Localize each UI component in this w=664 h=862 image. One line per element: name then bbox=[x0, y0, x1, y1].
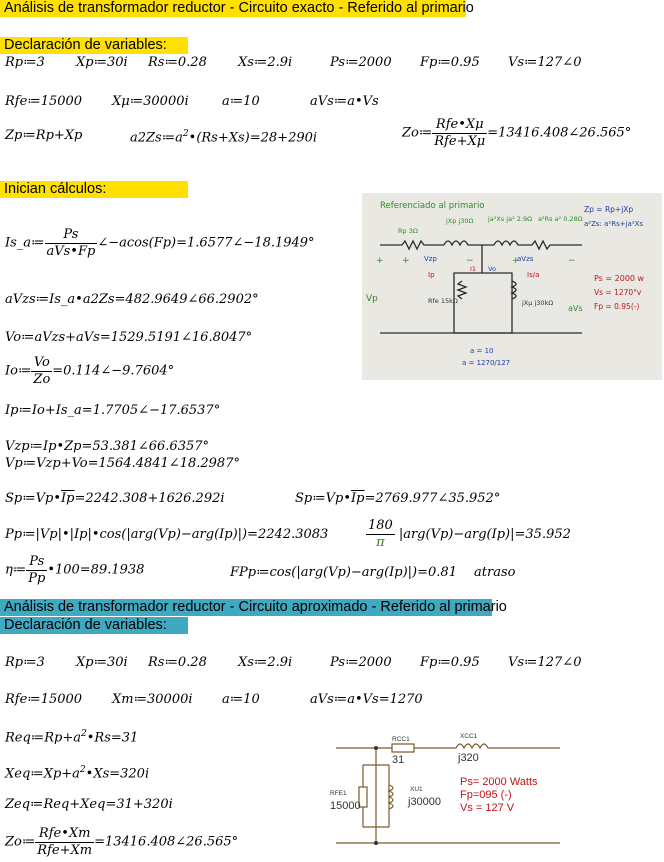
photo-vs: Vs = 1270°v bbox=[594, 288, 642, 297]
rp-def: Rp≔3 bbox=[5, 55, 45, 70]
whiteboard-circuit-photo bbox=[362, 193, 662, 380]
xm-def: Xm≔30000i bbox=[112, 692, 193, 707]
a2zs-def: $a2Zs≔a^2•(Rs+Xs)=28+290i$ bbox=[130, 129, 318, 146]
xmu-def: Xμ≔30000i bbox=[112, 94, 189, 109]
approx-circuit-schematic bbox=[328, 731, 562, 853]
rs-def: Rs≔0.28 bbox=[148, 55, 207, 70]
xs-def: Xs≔2.9i bbox=[238, 55, 293, 70]
photo-vzp: Vzp bbox=[424, 255, 437, 263]
zeq-eq: Zeq≔Req+Xeq=31+320i bbox=[5, 797, 173, 812]
photo-zp: Zp = Rp+jXp bbox=[584, 205, 634, 214]
svg-text:+: + bbox=[376, 256, 384, 266]
photo-avs: aVs bbox=[568, 304, 583, 313]
req-eq: $Req≔Rp+a^2•Rs=31$ bbox=[5, 729, 139, 746]
ip-eq: Ip≔Io+Is_a=1.7705∠−17.6537° bbox=[5, 403, 221, 418]
photo-ja2xs: ja²Xs ja² 2.9Ω bbox=[488, 215, 533, 223]
rcc-value: 31 bbox=[392, 754, 405, 766]
circuit-fp-note: Fp=095 (-) bbox=[460, 789, 512, 801]
photo-a2: a = 1270/127 bbox=[462, 359, 511, 367]
sp-rect-eq: $Sp≔Vp•\overline{Ip}=2242.308+1626.292i$ bbox=[5, 491, 225, 506]
rfe-label: RFE1 bbox=[330, 790, 347, 797]
rfe-def-2: Rfe≔15000 bbox=[5, 692, 83, 707]
vs-def: Vs≔127∠0 bbox=[508, 55, 582, 70]
photo-a2rs: a²Rs a² 0.28Ω bbox=[538, 215, 583, 223]
xcc-value: j320 bbox=[458, 752, 479, 764]
photo-jxp: jXp j30Ω bbox=[446, 217, 474, 225]
pp-eq: Pp≔|Vp|•|Ip|•cos(|arg(Vp)−arg(Ip)|)=2242.3083 bbox=[5, 527, 329, 542]
schematic-drawing bbox=[328, 731, 562, 853]
declaration-header: Declaración de variables: bbox=[0, 37, 188, 54]
exact-title: Análisis de transformador reductor - Circuito exacto - Referido al primario bbox=[0, 0, 466, 17]
calculations-header: Inician cálculos: bbox=[0, 181, 188, 198]
declaration-header-2: Declaración de variables: bbox=[0, 617, 188, 634]
rfe-def: Rfe≔15000 bbox=[5, 94, 83, 109]
photo-ip: Ip bbox=[428, 271, 435, 279]
vp-eq: Vp≔Vzp+Vo=1564.4841∠18.2987° bbox=[5, 456, 240, 471]
photo-ps: Ps = 2000 w bbox=[594, 274, 645, 283]
xcc-label: XCC1 bbox=[460, 733, 478, 740]
zp-def: Zp≔Rp+Xp bbox=[5, 128, 83, 143]
photo-avzs: aVzs bbox=[517, 255, 534, 263]
photo-title: Referenciado al primario bbox=[380, 201, 485, 211]
photo-rfe: Rfe 15kΩ bbox=[428, 297, 458, 305]
a-def-2: a≔10 bbox=[222, 692, 260, 707]
vzp-eq: Vzp≔Ip•Zp=53.381∠66.6357° bbox=[5, 439, 210, 454]
zo-eq-2: Zo≔ $\frac{\text{Rfe•Xm}}{\text{Rfe+Xm}}$ =13416.408∠26.565° bbox=[5, 826, 239, 858]
rp-def-2: Rp≔3 bbox=[5, 655, 45, 670]
circuit-vs-note: Vs = 127 V bbox=[460, 802, 515, 814]
avzs-eq: aVzs≔Is_a•a2Zs=482.9649∠66.2902° bbox=[5, 292, 259, 307]
xu-value: j30000 bbox=[408, 796, 442, 808]
photo-vp: Vp bbox=[366, 294, 378, 304]
a-def: a≔10 bbox=[222, 94, 260, 109]
avs-def-2: aVs≔a•Vs=1270 bbox=[310, 692, 423, 707]
rfe-value: 15000 bbox=[330, 800, 361, 812]
rcc-label: RCC1 bbox=[392, 736, 410, 743]
atraso-label: atraso bbox=[474, 565, 516, 580]
vs-def-2: Vs≔127∠0 bbox=[508, 655, 582, 670]
io-eq: Io≔ $\frac{Vo}{Zo}$ =0.114∠−9.7604° bbox=[5, 355, 175, 387]
angle-eq: $\frac{180}{\pi}$ |arg(Vp)−arg(Ip)|=35.952 bbox=[368, 518, 571, 550]
photo-xmu: jXμ j30kΩ bbox=[522, 299, 554, 307]
approx-title: Análisis de transformador reductor - Circuito aproximado - Referido al primario bbox=[0, 599, 492, 616]
vo-eq: Vo≔aVzs+aVs=1529.5191∠16.8047° bbox=[5, 330, 253, 345]
circuit-ps-note: Ps= 2000 Watts bbox=[460, 776, 538, 788]
xu-label: XU1 bbox=[410, 786, 423, 793]
photo-a1: a = 10 bbox=[470, 347, 494, 355]
xp-def: Xp≔30i bbox=[76, 55, 128, 70]
isa-eq: Is_a≔ $\frac{Ps}{\text{aVs•Fp}}$ ∠−acos(Fp)=1.6577∠−18.1949° bbox=[5, 227, 315, 259]
sp-polar-eq: $Sp≔Vp•\overline{Ip}=2769.977\angle 35.952^\circ$ bbox=[295, 491, 501, 506]
photo-rp: Rp 3Ω bbox=[398, 227, 418, 235]
ps-def-2: Ps≔2000 bbox=[330, 655, 392, 670]
fp-def-2: Fp≔0.95 bbox=[420, 655, 480, 670]
xp-def-2: Xp≔30i bbox=[76, 655, 128, 670]
photo-isa: Is/a bbox=[527, 271, 540, 279]
svg-text:−: − bbox=[568, 256, 576, 266]
eta-eq: η≔ $\frac{Ps}{Pp}$ •100=89.1938 bbox=[5, 554, 145, 586]
photo-fp: Fp = 0.95(-) bbox=[594, 302, 640, 311]
whiteboard-drawing bbox=[362, 193, 662, 380]
svg-text:−: − bbox=[466, 256, 474, 266]
xeq-eq: $Xeq≔Xp+a^2•Xs=320i$ bbox=[5, 765, 150, 782]
fp-def: Fp≔0.95 bbox=[420, 55, 480, 70]
photo-i1: I1 bbox=[470, 265, 477, 273]
photo-vo: Vo bbox=[488, 265, 496, 273]
fpp-eq: FPp≔cos(|arg(Vp)−arg(Ip)|)=0.81 bbox=[230, 565, 457, 580]
xs-def-2: Xs≔2.9i bbox=[238, 655, 293, 670]
svg-text:+: + bbox=[402, 256, 410, 266]
rs-def-2: Rs≔0.28 bbox=[148, 655, 207, 670]
zo-def: Zo≔ $\frac{\text{Rfe•Xμ}}{\text{Rfe+Xμ}}$ =13416.408∠26.565° bbox=[402, 117, 632, 149]
photo-a2zs: a²Zs: a²Rs+ja²Xs bbox=[584, 220, 644, 228]
ps-def: Ps≔2000 bbox=[330, 55, 392, 70]
avs-def: aVs≔a•Vs bbox=[310, 94, 379, 109]
svg-text:+: + bbox=[512, 256, 520, 266]
